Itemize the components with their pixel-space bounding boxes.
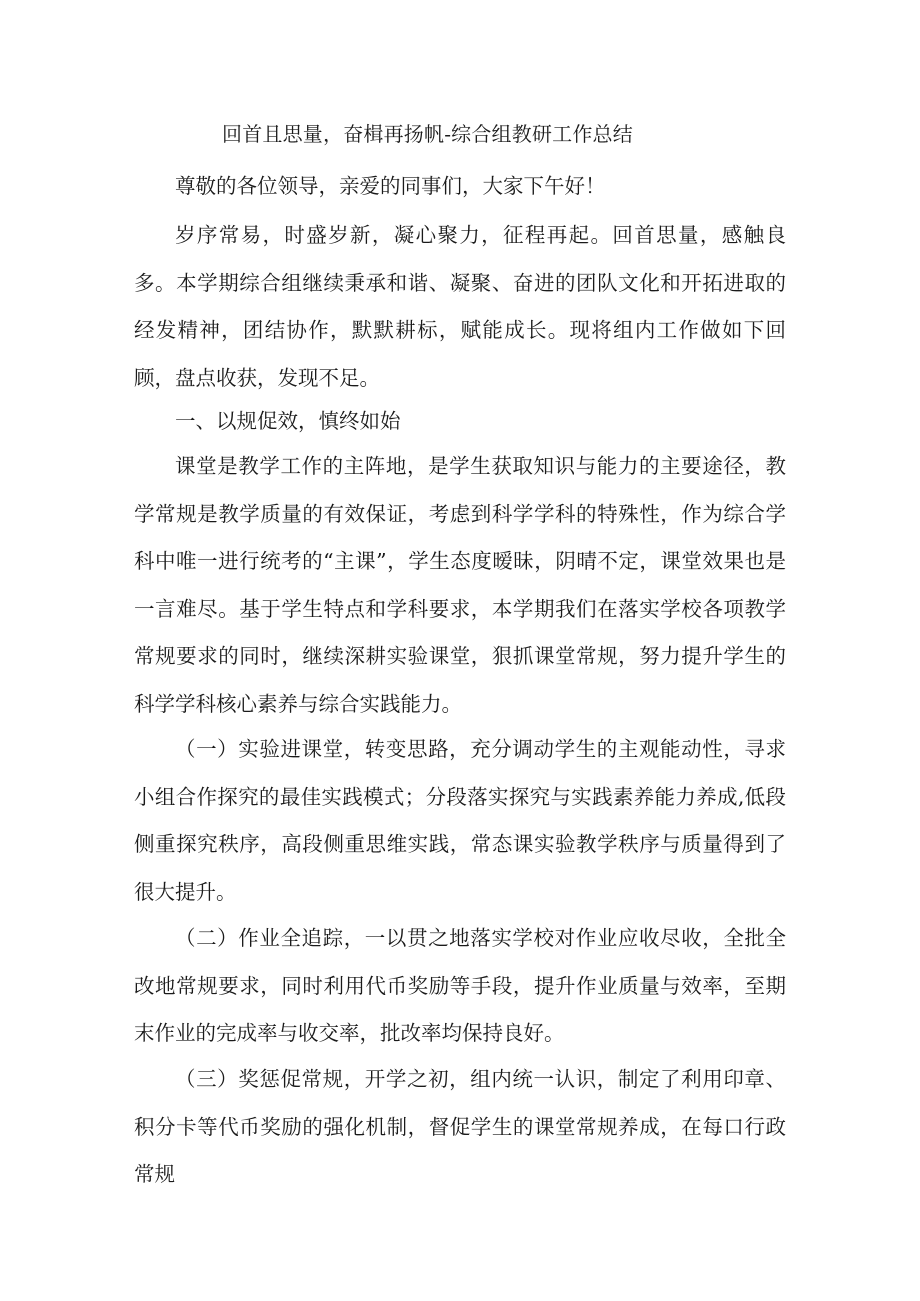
subsection-paragraph-3: （三）奖惩促常规，开学之初，组内统一认识，制定了利用印章、积分卡等代币奖励的强化机制，督促学生的课堂常规养成，在每口行政常规 [134,1067,786,1186]
document-title: 回首且思量，奋楫再扬帆-综合组教研工作总结 [222,122,633,146]
intro-paragraph: 岁序常易，时盛岁新，凝心聚力，征程再起。回首思量，感触良多。本学期综合组继续秉承和谐、凝聚、奋进的团队文化和开拓进取的经发精神，团结协作，默默耕标，赋能成长。现将组内工作做如下回顾，盘点收获，发现不足。 [134,223,786,390]
subsection-paragraph-1: （一）实验进课堂，转变思路，充分调动学生的主观能动性，寻求小组合作探究的最佳实践模式；分段落实探究与实践素养能力养成,低段侧重探究秩序，高段侧重思维实践，常态课实验教学秩序与质量得到了很大提升。 [134,737,786,904]
subsection-paragraph-2: （二）作业全追踪，一以贯之地落实学校对作业应收尽收，全批全改地常规要求，同时利用代币奖励等手段，提升作业质量与效率，至期末作业的完成率与收交率，批改率均保持良好。 [134,926,786,1045]
section-heading: 一、以规促效，慎终如始 [175,409,401,433]
section-body-paragraph: 课堂是教学工作的主阵地，是学生获取知识与能力的主要途径，教学常规是教学质量的有效保证，考虑到科学学科的特殊性，作为综合学科中唯一进行统考的“主课”，学生态度暧昧，阴晴不定，课堂效果也是一言难尽。基于学生特点和学科要求，本学期我们在落实学校各项教学常规要求的同时，继续深耕实验课堂，狠抓课堂常规，努力提升学生的科学学科核心素养与综合实践能力。 [134,454,786,716]
greeting-paragraph: 尊敬的各位领导，亲爱的同事们，大家下午好！ [175,174,606,198]
